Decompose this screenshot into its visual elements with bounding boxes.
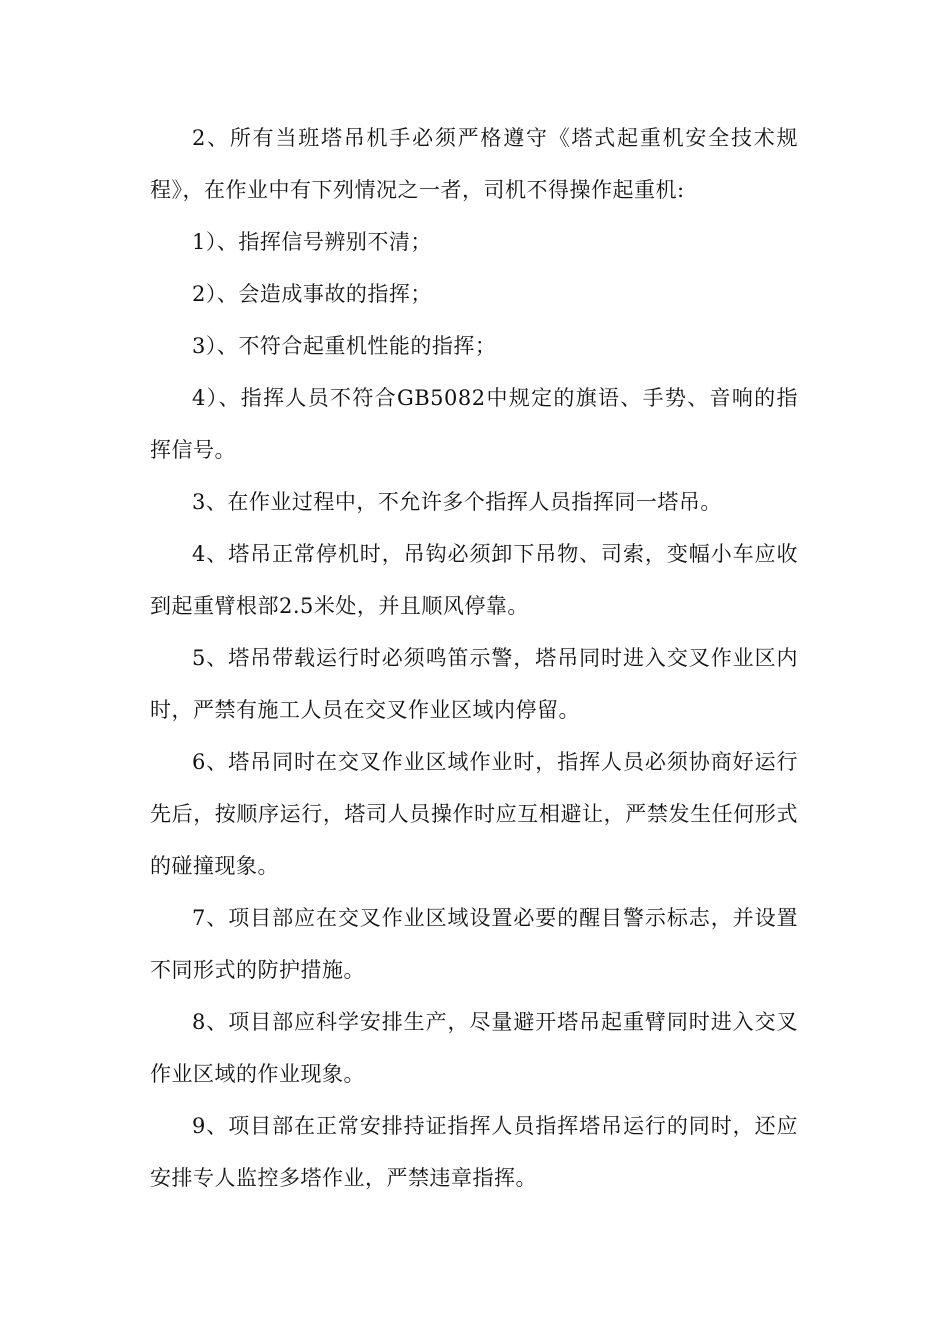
paragraph-item-3: 3）、不符合起重机性能的指挥； [192,334,497,358]
paragraph-item-1: 1）、指挥信号辨别不清； [192,230,432,254]
paragraph-rule-4: 4、塔吊正常停机时，吊钩必须卸下吊物、司索，变幅小车应收到起重臂根部2.5米处，并且顺风停靠。 [150,542,798,618]
paragraph-rule-7: 7、项目部应在交叉作业区域设置必要的醒目警示标志，并设置不同形式的防护措施。 [150,906,798,982]
paragraph-item-2: 2）、会造成事故的指挥； [192,282,432,306]
paragraph-rule-6: 6、塔吊同时在交叉作业区域作业时，指挥人员必须协商好运行先后，按顺序运行，塔司人员操作时应互相避让，严禁发生任何形式的碰撞现象。 [150,750,798,878]
document-body [150,112,798,1204]
paragraph-rule-5: 5、塔吊带载运行时必须鸣笛示警，塔吊同时进入交叉作业区内时，严禁有施工人员在交叉作业区域内停留。 [150,646,798,722]
paragraph-rule-9: 9、项目部在正常安排持证指挥人员指挥塔吊运行的同时，还应安排专人监控多塔作业，严禁违章指挥。 [150,1114,798,1190]
paragraph-rule-8: 8、项目部应科学安排生产，尽量避开塔吊起重臂同时进入交叉作业区域的作业现象。 [150,1010,798,1086]
paragraph-rule-2: 2、所有当班塔吊机手必须严格遵守《塔式起重机安全技术规程》，在作业中有下列情况之一者，司机不得操作起重机: [150,126,798,202]
paragraph-rule-3: 3、在作业过程中，不允许多个指挥人员指挥同一塔吊。 [192,490,722,514]
paragraph-item-4: 4）、指挥人员不符合GB5082中规定的旗语、手势、音响的指挥信号。 [150,386,798,462]
